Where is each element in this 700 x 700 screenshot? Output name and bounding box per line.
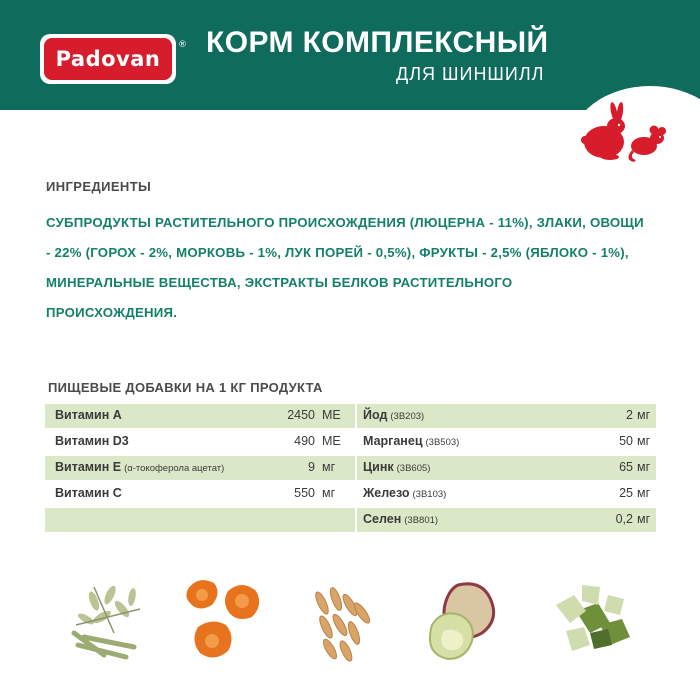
additives-heading: ПИЩЕВЫЕ ДОБАВКИ НА 1 КГ ПРОДУКТА	[48, 380, 323, 395]
additive-name: Железо (3B103)	[363, 486, 447, 500]
additive-unit: мг	[637, 512, 651, 526]
rabbit-and-rodent-icon	[574, 100, 674, 166]
additive-unit: мг	[322, 460, 336, 474]
additive-cell	[357, 456, 656, 480]
additive-cell	[45, 430, 355, 454]
additive-name: Витамин С	[55, 486, 122, 500]
dried-apple-image	[424, 575, 500, 667]
additive-name: Селен (3B801)	[363, 512, 439, 526]
additive-name: Цинк (3B605)	[363, 460, 431, 474]
additive-unit: МЕ	[322, 434, 341, 448]
additive-unit: мг	[322, 486, 336, 500]
additive-name: Йод (3B203)	[363, 408, 425, 422]
brand-logo-text: Padovan	[44, 38, 172, 80]
alfalfa-pellets-image	[64, 575, 150, 663]
table-row	[45, 456, 656, 482]
additive-cell	[357, 430, 656, 454]
additive-name: Витамин А	[55, 408, 122, 422]
additive-cell	[357, 482, 656, 506]
table-row	[45, 404, 656, 430]
additive-cell	[357, 508, 656, 532]
ingredients-heading: ИНГРЕДИЕНТЫ	[46, 179, 152, 194]
additive-cell	[357, 404, 656, 428]
additive-value: 65	[619, 460, 633, 474]
additive-value: 50	[619, 434, 633, 448]
table-row	[45, 430, 656, 456]
additive-cell	[45, 482, 355, 506]
additive-unit: МЕ	[322, 408, 341, 422]
page-subtitle: ДЛЯ ШИНШИЛЛ	[396, 64, 545, 84]
additive-value: 2	[626, 408, 633, 422]
registered-mark: ®	[178, 40, 187, 50]
additive-value: 490	[294, 434, 315, 448]
table-row	[45, 482, 656, 508]
additive-unit: мг	[637, 486, 651, 500]
page-title: КОРМ КОМПЛЕКСНЫЙ	[206, 26, 549, 59]
additive-unit: мг	[637, 408, 651, 422]
additive-unit: мг	[637, 434, 651, 448]
additive-value: 25	[619, 486, 633, 500]
additive-cell-empty	[45, 508, 355, 532]
header-banner	[0, 0, 700, 110]
additive-cell	[45, 404, 355, 428]
additive-name: Витамин Е (α-токоферола ацетат)	[55, 460, 225, 474]
dried-leek-image	[546, 577, 640, 663]
carrot-slices-image	[178, 571, 270, 671]
additive-value: 0,2	[615, 512, 633, 526]
oat-grains-image	[308, 583, 374, 665]
brand-logo	[40, 34, 176, 84]
additive-name: Марганец (3B503)	[363, 434, 460, 448]
additive-value: 9	[308, 460, 315, 474]
additive-name: Витамин D3	[55, 434, 129, 448]
table-row	[45, 508, 656, 534]
additive-cell	[45, 456, 355, 480]
ingredient-images	[0, 565, 700, 675]
additives-table	[45, 404, 656, 534]
additive-unit: мг	[637, 460, 651, 474]
ingredients-text: СУБПРОДУКТЫ РАСТИТЕЛЬНОГО ПРОИСХОЖДЕНИЯ (ЛЮЦЕРНА - 11%), ЗЛАКИ, ОВОЩИ - 22% (ГОРОХ - 2%, МОРКОВЬ - 1%, ЛУК ПОРЕЙ - 0,5%), ФРУКТЫ - 2,5% (ЯБЛОКО - 1%), МИНЕРАЛЬНЫЕ ВЕЩЕСТВА, ЭКСТРАКТЫ БЕЛКОВ РАСТИТЕЛЬНОГО ПРОИСХОЖДЕНИЯ.	[46, 215, 644, 320]
additive-value: 2450	[287, 408, 315, 422]
additive-value: 550	[294, 486, 315, 500]
